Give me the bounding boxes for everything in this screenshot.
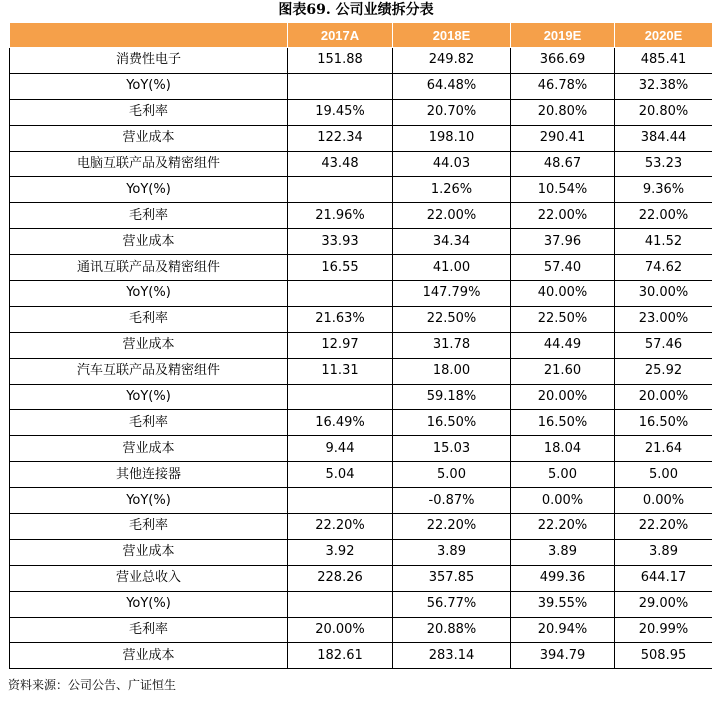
row-value: 46.78% — [511, 73, 615, 99]
row-value: 12.97 — [288, 332, 393, 358]
header-cell-label — [10, 23, 288, 48]
table-row — [10, 617, 712, 643]
row-label: 营业成本 — [10, 332, 288, 358]
row-value: 21.64 — [615, 436, 712, 462]
table-row — [10, 565, 712, 591]
row-value: 22.00% — [511, 203, 615, 229]
row-value: 20.80% — [615, 99, 712, 125]
row-value: 16.50% — [511, 410, 615, 436]
source-note: 资料来源：公司公告、广证恒生 — [8, 678, 177, 692]
row-value: 0.00% — [615, 488, 712, 514]
row-value: 644.17 — [615, 565, 712, 591]
row-label: YoY(%) — [10, 488, 288, 514]
table-row — [10, 643, 712, 669]
row-value: 19.45% — [288, 99, 393, 125]
row-value: 20.70% — [393, 99, 511, 125]
row-value: 20.00% — [288, 617, 393, 643]
table-row — [10, 229, 712, 255]
row-value: 33.93 — [288, 229, 393, 255]
row-value: 16.50% — [393, 410, 511, 436]
row-value: 283.14 — [393, 643, 511, 669]
row-value: 53.23 — [615, 151, 712, 177]
row-value: 5.04 — [288, 462, 393, 488]
row-value: 20.88% — [393, 617, 511, 643]
row-value — [288, 73, 393, 99]
row-label: 营业成本 — [10, 229, 288, 255]
row-label: YoY(%) — [10, 281, 288, 307]
row-value: 22.20% — [288, 514, 393, 540]
row-value: 228.26 — [288, 565, 393, 591]
row-value: 22.20% — [393, 514, 511, 540]
row-value: 32.38% — [615, 73, 712, 99]
row-value: 290.41 — [511, 125, 615, 151]
table-row — [10, 306, 712, 332]
row-value: 57.46 — [615, 332, 712, 358]
row-value: 40.00% — [511, 281, 615, 307]
row-value: 16.49% — [288, 410, 393, 436]
row-label: 通讯互联产品及精密组件 — [10, 255, 288, 281]
row-value: 3.89 — [615, 539, 712, 565]
row-value: 3.89 — [511, 539, 615, 565]
row-value: 34.34 — [393, 229, 511, 255]
row-value: 249.82 — [393, 48, 511, 74]
row-value: 20.00% — [511, 384, 615, 410]
row-value: 22.00% — [393, 203, 511, 229]
row-label: YoY(%) — [10, 177, 288, 203]
row-value: 16.50% — [615, 410, 712, 436]
row-value: 5.00 — [615, 462, 712, 488]
table-row — [10, 281, 712, 307]
row-value: 25.92 — [615, 358, 712, 384]
row-label: 营业总收入 — [10, 565, 288, 591]
row-value — [288, 384, 393, 410]
row-value — [288, 177, 393, 203]
row-value: 22.20% — [511, 514, 615, 540]
row-value — [288, 281, 393, 307]
row-value: 41.00 — [393, 255, 511, 281]
row-value: 59.18% — [393, 384, 511, 410]
table-row — [10, 255, 712, 281]
row-value: 366.69 — [511, 48, 615, 74]
row-value: 20.94% — [511, 617, 615, 643]
row-value: 22.20% — [615, 514, 712, 540]
row-value: 44.49 — [511, 332, 615, 358]
row-value: 20.80% — [511, 99, 615, 125]
row-value: 357.85 — [393, 565, 511, 591]
financial-table — [9, 22, 712, 669]
row-value — [288, 488, 393, 514]
row-value: 3.92 — [288, 539, 393, 565]
row-value: 39.55% — [511, 591, 615, 617]
row-value: 37.96 — [511, 229, 615, 255]
table-row — [10, 177, 712, 203]
row-label: 电脑互联产品及精密组件 — [10, 151, 288, 177]
row-value: 198.10 — [393, 125, 511, 151]
row-value: 0.00% — [511, 488, 615, 514]
header-cell-2017a: 2017A — [288, 23, 393, 48]
row-value: 31.78 — [393, 332, 511, 358]
table-row — [10, 99, 712, 125]
row-value: 22.50% — [511, 306, 615, 332]
row-label: 毛利率 — [10, 99, 288, 125]
table-title: 图表69. 公司业绩拆分表 — [278, 2, 434, 18]
table-row — [10, 332, 712, 358]
row-value: 20.00% — [615, 384, 712, 410]
row-value: 41.52 — [615, 229, 712, 255]
row-value: 5.00 — [511, 462, 615, 488]
row-value — [288, 591, 393, 617]
row-label: 其他连接器 — [10, 462, 288, 488]
row-value: 30.00% — [615, 281, 712, 307]
row-value: 18.00 — [393, 358, 511, 384]
row-value: 15.03 — [393, 436, 511, 462]
table-header-row — [10, 23, 712, 48]
table-row — [10, 48, 712, 74]
table-row — [10, 410, 712, 436]
row-label: 毛利率 — [10, 203, 288, 229]
row-label: 汽车互联产品及精密组件 — [10, 358, 288, 384]
row-value: 64.48% — [393, 73, 511, 99]
row-value: 394.79 — [511, 643, 615, 669]
row-value: 16.55 — [288, 255, 393, 281]
row-value: 22.50% — [393, 306, 511, 332]
row-label: 营业成本 — [10, 539, 288, 565]
table-row — [10, 151, 712, 177]
table-row — [10, 436, 712, 462]
row-value: 29.00% — [615, 591, 712, 617]
table-row — [10, 73, 712, 99]
row-value: 23.00% — [615, 306, 712, 332]
row-value: 74.62 — [615, 255, 712, 281]
row-value: 508.95 — [615, 643, 712, 669]
header-cell-2018e: 2018E — [393, 23, 511, 48]
row-value: 151.88 — [288, 48, 393, 74]
table-body — [10, 48, 712, 669]
header-cell-2019e: 2019E — [511, 23, 615, 48]
table-row — [10, 384, 712, 410]
row-value: 22.00% — [615, 203, 712, 229]
row-value: 11.31 — [288, 358, 393, 384]
row-value: 21.63% — [288, 306, 393, 332]
row-label: YoY(%) — [10, 591, 288, 617]
table-row — [10, 125, 712, 151]
header-cell-2020e: 2020E — [615, 23, 712, 48]
row-value: 57.40 — [511, 255, 615, 281]
row-label: 消费性电子 — [10, 48, 288, 74]
row-value: 10.54% — [511, 177, 615, 203]
row-value: 5.00 — [393, 462, 511, 488]
row-label: 营业成本 — [10, 643, 288, 669]
row-label: YoY(%) — [10, 73, 288, 99]
row-value: 21.96% — [288, 203, 393, 229]
row-value: 48.67 — [511, 151, 615, 177]
row-label: 毛利率 — [10, 617, 288, 643]
row-label: 营业成本 — [10, 125, 288, 151]
table-row — [10, 539, 712, 565]
row-value: 182.61 — [288, 643, 393, 669]
row-value: 122.34 — [288, 125, 393, 151]
row-value: 485.41 — [615, 48, 712, 74]
row-value: 9.44 — [288, 436, 393, 462]
row-value: 44.03 — [393, 151, 511, 177]
row-value: 1.26% — [393, 177, 511, 203]
row-value: 384.44 — [615, 125, 712, 151]
table-row — [10, 358, 712, 384]
row-label: 毛利率 — [10, 514, 288, 540]
row-label: 毛利率 — [10, 306, 288, 332]
row-value: 9.36% — [615, 177, 712, 203]
table-row — [10, 203, 712, 229]
row-value: 3.89 — [393, 539, 511, 565]
row-value: 147.79% — [393, 281, 511, 307]
row-value: 18.04 — [511, 436, 615, 462]
row-value: -0.87% — [393, 488, 511, 514]
row-value: 20.99% — [615, 617, 712, 643]
table-row — [10, 514, 712, 540]
table-row — [10, 462, 712, 488]
row-value: 499.36 — [511, 565, 615, 591]
table-row — [10, 591, 712, 617]
row-value: 43.48 — [288, 151, 393, 177]
row-label: 毛利率 — [10, 410, 288, 436]
table-row — [10, 488, 712, 514]
row-label: YoY(%) — [10, 384, 288, 410]
row-label: 营业成本 — [10, 436, 288, 462]
row-value: 21.60 — [511, 358, 615, 384]
row-value: 56.77% — [393, 591, 511, 617]
